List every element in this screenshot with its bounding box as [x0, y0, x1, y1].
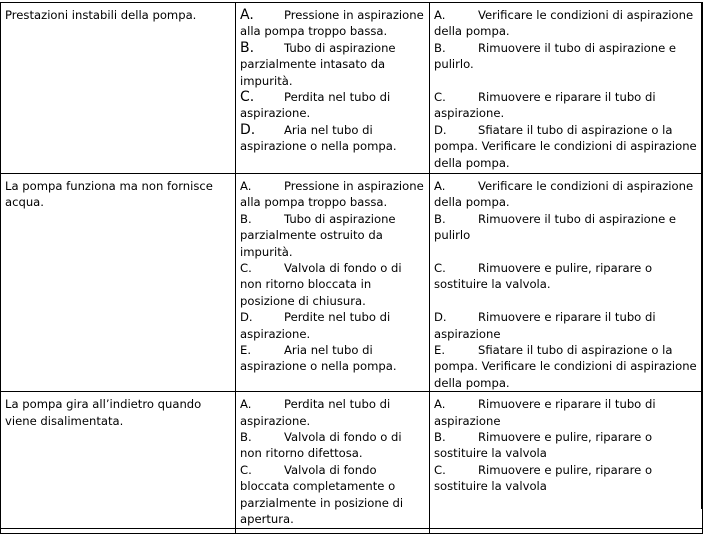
remedy-text: Rimuovere e riparare il tubo di aspirazione [434, 310, 656, 341]
remedy-text: Sfiatare il tubo di aspirazione o la pompa. Verificare le condizioni di aspirazione della pompa. [434, 122, 697, 170]
remedy-letter: D. [434, 122, 447, 137]
cause-text: Tubo di aspirazione parzialmente ostruito da impurità. [240, 211, 396, 259]
cause-text: Aria nel tubo di aspirazione o nella pompa. [240, 343, 397, 374]
cause-letter: E. [240, 343, 252, 358]
cause-letter: A. [240, 7, 254, 23]
remedy-text: Sfiatare il tubo di aspirazione o la pompa. Verificare le condizioni di aspirazione della pompa. [434, 343, 697, 390]
empty-cell [236, 528, 430, 533]
cause-text: Aria nel tubo di aspirazione o nella pompa. [240, 122, 397, 154]
cause-letter: B. [240, 430, 252, 445]
remedy-letter: B. [434, 40, 446, 55]
cause-letter: D. [240, 121, 256, 138]
cause-item [240, 40, 426, 89]
cause-text: Valvola di fondo o di non ritorno difettosa. [240, 430, 402, 461]
remedies-cell [430, 174, 703, 392]
remedy-letter: D. [434, 310, 447, 325]
problem-text: La pompa gira all’indietro quando viene disalimentata. [5, 397, 202, 428]
remedy-letter: B. [434, 430, 446, 445]
remedies-cell [430, 392, 703, 528]
table-row [1, 392, 703, 528]
remedy-item [434, 309, 699, 342]
cause-item [240, 122, 426, 155]
remedy-item [434, 7, 699, 40]
remedy-text: Rimuovere e pulire, riparare o sostituire la valvola [434, 430, 653, 461]
remedy-text: Rimuovere e pulire, riparare o sostituire la valvola. [434, 261, 653, 292]
cause-text: Perdita nel tubo di aspirazione. [240, 397, 391, 428]
remedy-letter: C. [434, 462, 446, 477]
remedy-item [434, 462, 699, 495]
remedy-text: Rimuovere il tubo di aspirazione e pulirlo. [434, 40, 677, 72]
cause-text: Pressione in aspirazione alla pompa troppo bassa. [240, 179, 424, 210]
empty-cell [1, 528, 236, 533]
cause-letter: C. [240, 89, 255, 106]
cause-text: Pressione in aspirazione alla pompa troppo bassa. [240, 8, 424, 39]
causes-cell [236, 174, 430, 392]
remedy-item [434, 178, 699, 211]
table-row [1, 3, 703, 174]
cause-letter: A. [240, 397, 252, 412]
remedies-cell [430, 3, 703, 174]
remedy-letter: A. [434, 397, 446, 412]
remedy-item [434, 89, 699, 122]
cause-item [240, 89, 426, 122]
remedy-letter: C. [434, 90, 446, 105]
cause-letter: B. [240, 211, 252, 226]
cause-item [240, 429, 426, 462]
causes-cell [236, 3, 430, 174]
cause-item [240, 7, 426, 40]
cause-item [240, 260, 426, 309]
remedy-letter: C. [434, 261, 446, 276]
cause-text: Perdita nel tubo di aspirazione. [240, 90, 391, 121]
remedy-item [434, 211, 699, 244]
remedy-letter: B. [434, 211, 446, 226]
remedy-letter: A. [434, 8, 446, 22]
problem-text: La pompa funziona ma non fornisce acqua. [5, 179, 213, 210]
cause-text: Perdite nel tubo di aspirazione. [240, 310, 391, 341]
cause-item [240, 342, 426, 375]
remedy-letter: A. [434, 179, 446, 193]
cause-text: Valvola di fondo bloccata completamente o parzialmente in posizione di apertura. [240, 462, 404, 527]
troubleshooting-table [0, 2, 703, 534]
cause-letter: B. [240, 39, 255, 56]
remedy-item [434, 429, 699, 462]
remedy-item [434, 396, 699, 429]
remedy-text: Rimuovere e pulire, riparare o sostituire la valvola [434, 462, 653, 494]
remedy-item [434, 122, 699, 171]
problem-text: Prestazioni instabili della pompa. [5, 8, 197, 22]
cause-item [240, 309, 426, 342]
problem-cell [1, 392, 236, 528]
cause-text: Valvola di fondo o di non ritorno bloccata in posizione di chiusura. [240, 261, 402, 308]
remedy-text: Rimuovere il tubo di aspirazione e pulirlo [434, 211, 677, 243]
cause-item [240, 211, 426, 260]
problem-cell [1, 174, 236, 392]
cause-letter: C. [240, 261, 252, 276]
causes-cell [236, 392, 430, 528]
cause-text: Tubo di aspirazione parzialmente intasato da impurità. [240, 40, 396, 88]
remedy-letter: E. [434, 343, 446, 358]
problem-cell [1, 3, 236, 174]
cause-letter: D. [240, 310, 253, 325]
empty-cell [430, 528, 703, 533]
cause-letter: C. [240, 462, 252, 477]
cause-item [240, 462, 426, 528]
table-row [1, 174, 703, 392]
remedy-text: Verificare le condizioni di aspirazione della pompa. [434, 8, 694, 39]
cause-item [240, 178, 426, 211]
remedy-item [434, 40, 699, 73]
table-row-empty [1, 528, 703, 533]
remedy-text: Rimuovere e riparare il tubo di aspirazione. [434, 90, 656, 121]
remedy-item [434, 342, 699, 391]
remedy-text: Rimuovere e riparare il tubo di aspirazione [434, 397, 656, 428]
cause-item [240, 396, 426, 429]
remedy-item [434, 260, 699, 293]
remedy-text: Verificare le condizioni di aspirazione della pompa. [434, 179, 694, 210]
cause-letter: A. [240, 179, 252, 193]
